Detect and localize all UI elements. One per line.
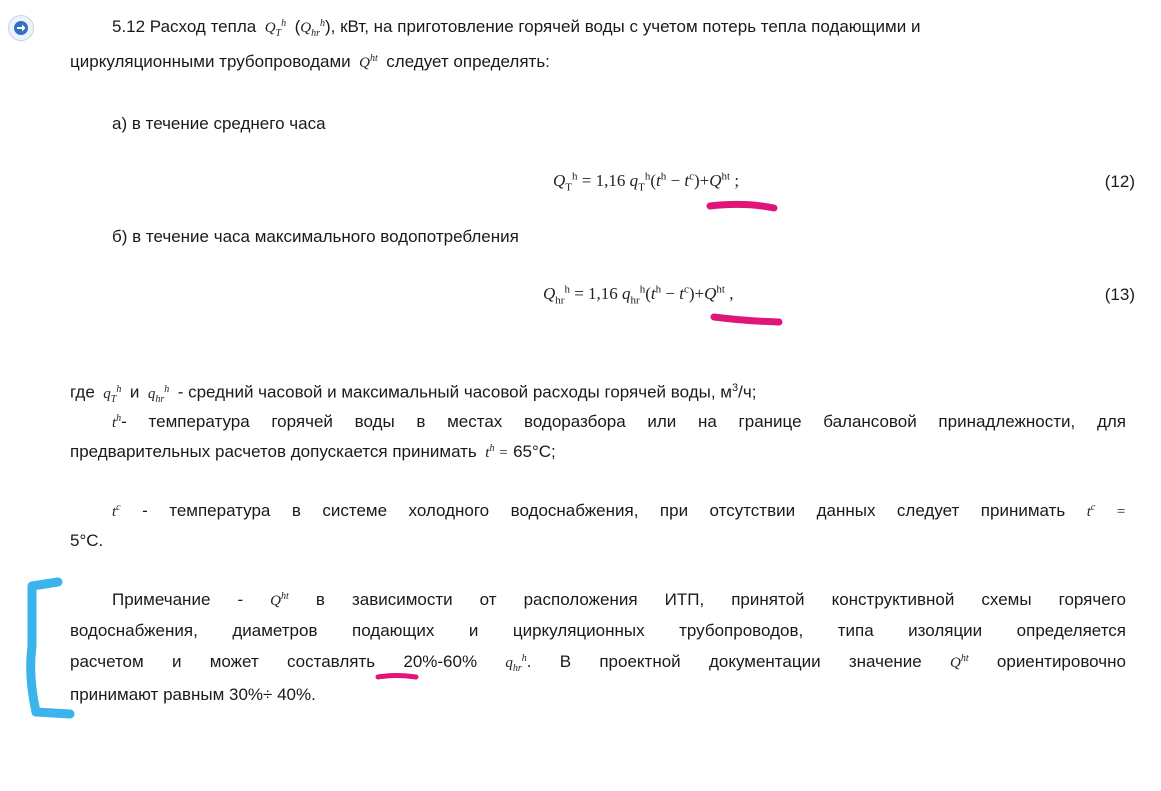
symbol-t-h: $t^h$ [112, 413, 122, 431]
highlight-underline-eq13 [703, 308, 793, 332]
note-line-1 [112, 589, 1126, 612]
next-arrow-button[interactable] [8, 15, 34, 41]
symbol-q-T-h: $q_T^h$ [99, 383, 122, 405]
unit-superscript: 3 [731, 382, 739, 394]
equation-13-number: (13) [1104, 285, 1135, 304]
equation-12: $Q_T^h = 1,16$ $q_T^h(t^h - t^c)+Q^{ht}$ ; [553, 170, 740, 194]
tc-text: - температура в системе холодного водоснабжения, при отсутствии данных следует принимать [142, 501, 1066, 520]
para-text: циркуляционными трубопроводами [70, 52, 351, 71]
highlight-underline-eq12 [700, 196, 790, 220]
th-line-2 [70, 441, 556, 464]
item-a-text: а) в течение среднего часа [112, 114, 326, 133]
para-text: ( [294, 17, 301, 36]
note-text: . В проектной документации значение [526, 652, 922, 671]
circle-arrow-right-icon [13, 20, 29, 36]
note-text: расчетом и может составлять [70, 652, 376, 671]
where-text: и [129, 382, 140, 402]
th-line-1 [112, 411, 1126, 434]
symbol-t-c: $t^c$ [112, 502, 121, 520]
equation-12-number: (12) [1104, 172, 1135, 191]
symbol-q-hr-h: $q_{hr}^h$ [144, 383, 170, 405]
symbol-Q-hr-h: $Q_{hr}^h$ [300, 18, 325, 39]
note-line-4: принимают равным 30%÷ 40%. [70, 685, 316, 704]
para-text: следует определять: [386, 52, 550, 71]
where-text: - средний часовой и максимальный часовой расходы горячей воды, м [177, 382, 732, 402]
th-text: - температура горячей воды в местах водоразбора или на границе балансовой принадлежности, для [121, 412, 1126, 431]
symbol-Q-ht: $Q^{ht}$ [355, 53, 378, 71]
symbol-Q-ht: $Q^{ht}$ [270, 591, 289, 609]
note-percent-range: 20%-60% [403, 652, 478, 671]
where-line [70, 377, 756, 405]
tc-line-1 [112, 500, 1126, 523]
symbol-Q-ht: $Q^{ht}$ [950, 653, 969, 671]
para-line-1 [112, 16, 920, 39]
para-text: ), кВт, на приготовление горячей воды с учетом потерь тепла подающими и [325, 17, 921, 36]
note-text: Примечание - [112, 590, 244, 609]
note-text: в зависимости от расположения ИТП, принятой конструктивной схемы горячего [315, 590, 1126, 609]
symbol-q-hr-h: $q_{hr}^h$ [505, 653, 527, 674]
symbol-t-h-eq: $t^h$ = [481, 443, 509, 461]
th-text: предварительных расчетов допускается принимать [70, 442, 477, 461]
where-text: где [70, 382, 95, 402]
note-line-2: водоснабжения, диаметров подающих и циркуляционных трубопроводов, типа изоляции определяется [70, 621, 1126, 640]
para-line-2 [70, 51, 550, 74]
note-line-3 [70, 651, 1126, 674]
note-text: ориентировочно [996, 652, 1126, 671]
where-text: /ч; [738, 382, 757, 402]
highlight-underline-percent [372, 668, 432, 688]
equation-13: $Q_{hr}^h = 1,16$ $q_{hr}^h(t^h - t^c)+Q^{ht}$ , [543, 283, 734, 307]
symbol-t-c-eq: $t^c$ = [1086, 502, 1126, 520]
tc-line-2: 5°С. [70, 531, 104, 550]
item-b-text: б) в течение часа максимального водопотребления [112, 227, 519, 246]
symbol-Q-T-h: $Q_T^h$ [260, 18, 287, 39]
note-bracket-marker [20, 576, 84, 726]
th-value: 65°С; [513, 442, 556, 461]
para-text: 5.12 Расход тепла [112, 17, 257, 36]
